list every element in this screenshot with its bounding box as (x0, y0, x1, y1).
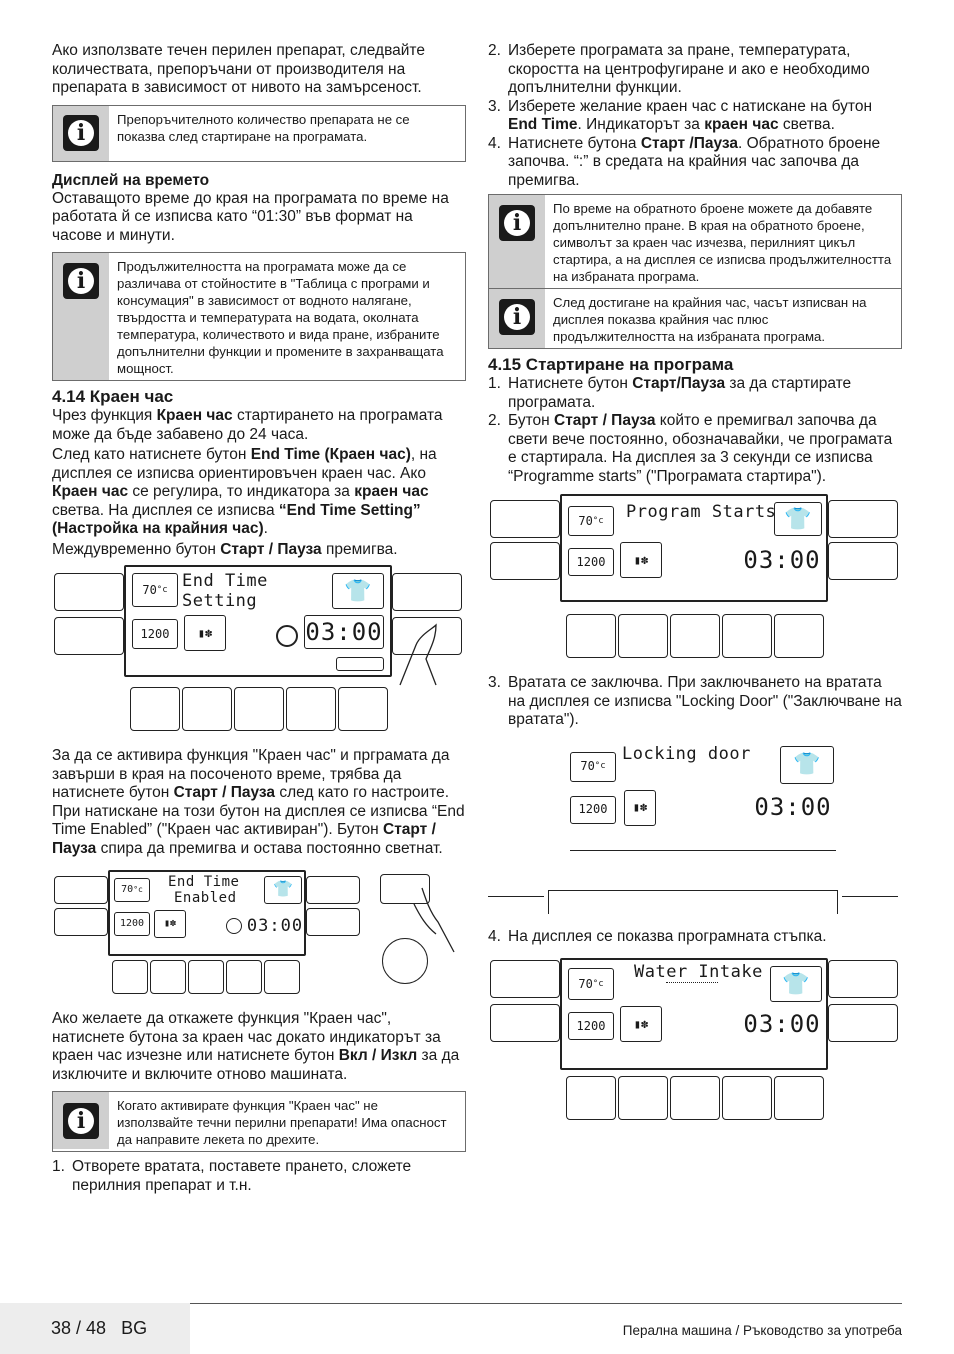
temp-box: 70 °c (568, 506, 614, 536)
info-icon: i (499, 205, 535, 241)
divider (842, 896, 898, 898)
option-icon: ▮✽ (154, 910, 186, 938)
paragraph: За да се активира функция "Краен час" и прграмата да завърши в края на посоченото време, трябва да натиснете бутон Старт / Пауза след като го настроите. При натискане на този бутон на дисплея се изписва “End Time Enabled” ("Краен час активиран"). Бутон Старт / Пауза спира да премигва и остава постоянно светнат. (52, 747, 465, 857)
bottom-button (130, 687, 180, 731)
bottom-button (670, 614, 720, 658)
bottom-button (670, 1076, 720, 1120)
bottom-button (234, 687, 284, 731)
shirt-icon: 👕 (770, 966, 822, 1002)
clock-icon (226, 918, 242, 934)
left-column (52, 42, 466, 1195)
display-figure-locking-door (488, 743, 902, 924)
note-box (488, 194, 902, 289)
info-icon: i (499, 299, 535, 335)
lcd-indicator (336, 657, 384, 671)
list-item: 1. Натиснете бутон Старт/Пауза за да стартирате програмата. (488, 375, 852, 411)
footer-rule (190, 1303, 902, 1304)
side-button (490, 1004, 560, 1042)
side-button (54, 876, 108, 904)
spin-box: 1200 (568, 548, 614, 576)
bottom-button (722, 1076, 772, 1120)
option-icon: ▮✽ (620, 1006, 662, 1042)
bottom-button (618, 614, 668, 658)
note-box (52, 105, 466, 162)
bottom-button (150, 960, 186, 994)
lcd-line-1: Locking door (622, 743, 751, 764)
page-number: 38 / 48 BG (0, 1303, 190, 1354)
note-box (52, 252, 466, 381)
lcd-line-1: Water Intake (634, 962, 763, 982)
display-figure-end-time-enabled (52, 874, 466, 1008)
side-button (490, 500, 560, 538)
shirt-icon: 👕 (332, 573, 384, 609)
option-icon: ▮✽ (624, 790, 656, 826)
intro-text: Ако използвате течен перилен препарат, следвайте количествата, препоръчани от производителя на препарата в зависимост от нивото на замърсеност. (52, 42, 425, 96)
note-text: След достигане на крайния час, часът изписван на дисплея показва крайния час плюс продължителността на избраната програма. (553, 295, 867, 344)
temp-box: 70 °c (568, 968, 614, 1000)
bottom-button (774, 614, 824, 658)
lcd-line-1: Program Starts (626, 502, 777, 522)
side-button (828, 500, 898, 538)
lcd-panel (124, 565, 392, 677)
list-item: 2. Изберете програмата за пране, температурата, скоростта на центрофугиране и ако е необходимо допълнителни функции. (488, 42, 870, 96)
page-footer (0, 1303, 954, 1354)
bottom-button (566, 614, 616, 658)
side-button (490, 960, 560, 998)
list-item: 4. На дисплея се показва програмната стъпка. (488, 927, 827, 945)
paragraph: След като натиснете бутон End Time (Краен час), на дисплея се изписва ориентировъчен краен час. Ако Краен час се регулира, то индикатора за краен час светва. На дисплея се изписва “End Time Setting” (Настройка на крайния час). (52, 446, 437, 537)
bottom-button (264, 960, 300, 994)
shirt-icon: 👕 (264, 876, 302, 904)
lcd-line-1: End Time (182, 571, 268, 591)
note-text: Препоръчителното количество препарата не се показва след стартиране на програмата. (117, 111, 410, 144)
time-display: 03:00 (743, 1009, 821, 1038)
spin-box: 1200 (114, 912, 150, 936)
side-button (828, 1004, 898, 1042)
bottom-button (112, 960, 148, 994)
side-button (54, 908, 108, 936)
clock-icon (276, 625, 298, 647)
option-icon: ▮✽ (620, 542, 662, 578)
spin-box: 1200 (568, 1012, 614, 1040)
list-item: 3. Вратата се заключва. При заключването на вратата на дисплея се изписва "Locking Door" ("Заключване на вратата"). (488, 674, 902, 728)
footer-title: Перална машина / Ръководство за употреба (622, 1323, 902, 1338)
info-icon: i (63, 263, 99, 299)
time-display: 03:00 (304, 615, 384, 649)
display-text: Оставащото време до края на програмата по време на работата й се изписва като “01:30” във формат на часове и минути. (52, 189, 449, 244)
bottom-button (618, 1076, 668, 1120)
side-button (54, 573, 124, 611)
lcd-line-1: End Time (168, 874, 240, 890)
right-column (488, 42, 902, 1130)
lcd-panel (560, 958, 828, 1070)
bottom-button (226, 960, 262, 994)
bottom-button (566, 1076, 616, 1120)
display-figure-end-time-setting (52, 573, 466, 743)
time-display: 03:00 (246, 915, 304, 936)
lcd-panel (108, 870, 306, 956)
divider (570, 850, 836, 852)
section-title: 4.14 Краен час (52, 387, 174, 406)
lcd-line-2: Setting (182, 591, 258, 611)
paragraph: Междувременно бутон Старт / Пауза премигва. (52, 540, 398, 558)
time-display: 03:00 (754, 793, 832, 822)
side-button (828, 960, 898, 998)
bottom-button (774, 1076, 824, 1120)
temp-box: 70 °c (114, 878, 150, 902)
temp-box: 70 °c (570, 752, 616, 782)
display-heading: Дисплей на времето (52, 171, 210, 189)
hand-pointer-icon (408, 882, 458, 954)
list-item: 3. Изберете желание краен час с натискане на бутон End Time. Индикаторът за краен час светва. (488, 97, 873, 133)
note-text: Когато активирате функция "Краен час" не използвайте течни перилни препарати! Има опасност да направите лекета по дрехите. (117, 1098, 447, 1147)
list-item: 1. Отворете вратата, поставете прането, сложете перилния препарат и т.н. (52, 1158, 412, 1194)
spin-box: 1200 (132, 619, 178, 649)
bottom-button (182, 687, 232, 731)
bottom-button (286, 687, 336, 731)
bottom-button (722, 614, 772, 658)
list-item: 2. Бутон Старт / Пауза който е премигвал започва да свети вече постоянно, обозначавайки, че програмата е стартирала. На дисплея за 3 секунди се изписва “Programme starts” ("Програмата стартира"). (488, 412, 893, 485)
info-icon: i (63, 115, 99, 151)
lcd-panel (560, 494, 828, 602)
side-button (392, 573, 462, 611)
side-button (54, 617, 124, 655)
bottom-button (338, 687, 388, 731)
display-figure-water-intake (488, 960, 902, 1130)
shirt-icon: 👕 (780, 746, 834, 784)
section-title: 4.15 Стартиране на програма (488, 355, 734, 374)
shirt-icon: 👕 (774, 502, 822, 536)
side-button (306, 876, 360, 904)
note-text: Продължителността на програмата може да се различава от стойностите в "Таблица с програми и консумация" в зависимост от водното налягане, твърдостта и температурата на водата, околната температура, количеството и вида пране, избраните допълнителни функции и промените в захранващата мощност. (117, 259, 444, 376)
side-button (306, 908, 360, 936)
option-icon: ▮✽ (184, 615, 226, 651)
side-button (490, 542, 560, 580)
note-text: По време на обратното броене можете да добавяте допълнително пране. В края на обратното броене, символът за краен час изчезва, перилният цикъл стартира, а на дисплея се изписва продължителността на избраната програма. (553, 201, 892, 284)
list-item: 4. Натиснете бутона Старт /Пауза. Обратното броене започва. “:” в средата на крайния час започва да премигва. (488, 134, 881, 189)
divider (488, 896, 544, 898)
bottom-button (188, 960, 224, 994)
hand-pointer-icon (396, 615, 462, 687)
divider (548, 890, 838, 914)
note-box (52, 1091, 466, 1152)
temp-box: 70 °c (132, 573, 178, 607)
lcd-line-2: Enabled (174, 890, 237, 906)
note-box (488, 289, 902, 349)
progress-indicator (666, 982, 718, 988)
paragraph: Чрез функция Краен час стартирането на програмата може да бъде забавено до 24 часа. (52, 407, 443, 443)
display-figure-program-starts (488, 500, 902, 668)
info-icon: i (63, 1103, 99, 1139)
paragraph: Ако желаете да откажете функция "Краен час", натиснете бутона за краен час докато индикаторът за краен час изчезне или натиснете бутон Вкл / Изкл за да изключите и включите отново машината. (52, 1010, 460, 1083)
side-button (828, 542, 898, 580)
spin-box: 1200 (570, 796, 616, 824)
time-display: 03:00 (743, 545, 821, 574)
